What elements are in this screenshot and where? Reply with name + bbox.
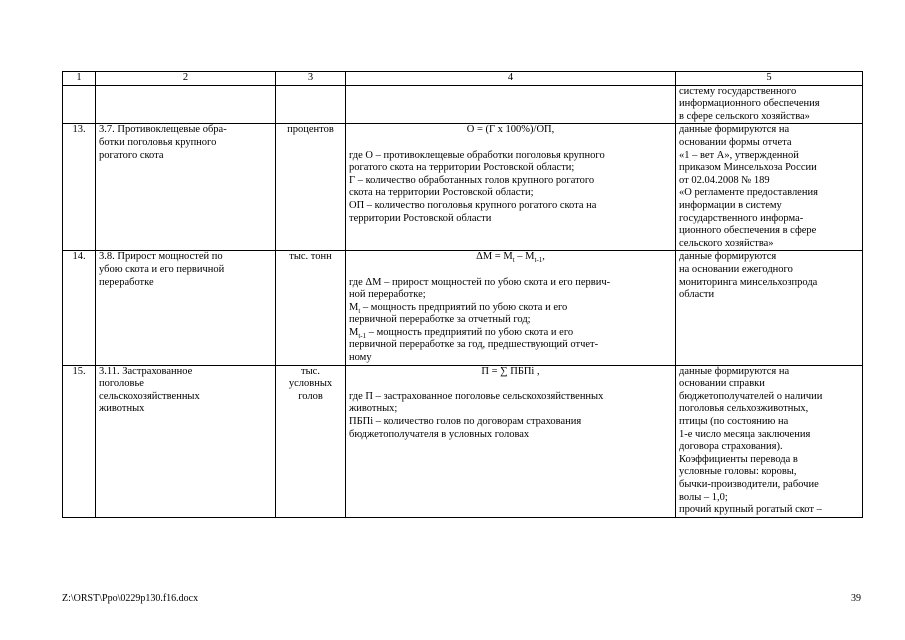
cell-line: территории Ростовской области: [349, 212, 492, 224]
cell-line: процентов: [287, 124, 334, 136]
cell-line: волы – 1,0;: [679, 491, 728, 503]
cell-line: Коэффициенты перевода в: [679, 453, 798, 465]
unit-of-measure: [276, 124, 346, 251]
cell-line: информационного обеспечения: [679, 98, 820, 110]
table-row: [63, 85, 863, 124]
cell-line: ПБПi – количество голов по договорам страхования: [349, 416, 582, 428]
cell-line: животных: [99, 403, 145, 415]
page-number: 39: [851, 593, 861, 604]
cell-line: условные головы: коровы,: [679, 466, 797, 478]
cell-line: данные формируются: [679, 251, 777, 263]
cell-line: ОП – количество поголовья крупного рогатого скота на: [349, 199, 597, 211]
spacer: [349, 264, 672, 277]
cell-line: рогатого скота: [99, 149, 164, 161]
formula: $\Delta М = М_t - М_{t-1}$,: [476, 251, 545, 265]
cell-line: «1 – вет А», утвержденной: [679, 149, 799, 161]
cell-line: бюджетополучателя в условных головах: [349, 428, 530, 440]
cell-line: данные формируются на: [679, 124, 790, 136]
row-number: 15.: [63, 365, 96, 517]
header-cell: 2: [96, 72, 276, 86]
indicators-table: [62, 71, 863, 518]
cell-line: поголовье: [99, 378, 144, 390]
header-cell: 1: [63, 72, 96, 86]
cell-line: убою скота и его первичной: [99, 263, 225, 275]
cell-line: ционного обеспечения в сфере: [679, 225, 817, 237]
header-cell: 3: [276, 72, 346, 86]
indicator-name: [96, 365, 276, 517]
cell-line: информации в систему: [679, 199, 782, 211]
data-source: [676, 251, 863, 365]
cell-line: скота на территории Ростовской области;: [349, 187, 534, 199]
cell-line: ботки поголовья крупного: [99, 136, 217, 148]
formula: О = (Г х 100%)/ОП,: [466, 124, 555, 136]
cell-line: животных;: [349, 403, 398, 415]
cell-line: Г – количество обработанных голов крупного рогатого: [349, 174, 595, 186]
unit-of-measure: [276, 365, 346, 517]
cell-line: условных: [288, 378, 333, 390]
formula: П = ∑ ПБПi ,: [481, 365, 540, 377]
cell-line: договора страхования).: [679, 441, 783, 453]
cell-line: «О регламенте предоставления: [679, 187, 818, 199]
unit-of-measure: [276, 251, 346, 365]
cell-line: тыс.: [301, 365, 320, 377]
cell-line: 1-е число месяца заключения: [679, 428, 811, 440]
cell-line: сельскохозяйственных: [99, 390, 200, 402]
indicator-name: [96, 124, 276, 251]
cell-line: поголовья сельхозживотных,: [679, 403, 809, 415]
cell-line: тыс. тонн: [289, 251, 332, 263]
spacer: [349, 137, 672, 150]
cell-line: ному: [349, 352, 372, 364]
cell-line: 3.7. Противоклещевые обра-: [99, 124, 227, 136]
cell-line: птицы (по состоянию на: [679, 416, 789, 428]
cell-line: первичной переработке за год, предшествующий отчет-: [349, 339, 599, 351]
data-source: [676, 124, 863, 251]
cell-line: области: [679, 289, 715, 301]
cell-line: прочий крупный рогатый скот –: [679, 504, 822, 516]
cell-line: приказом Минсельхоза России: [679, 162, 817, 174]
cell-line: 3.8. Прирост мощностей по: [99, 251, 223, 263]
data-source: [676, 365, 863, 517]
cell-line: 3.11. Застрахованное: [99, 365, 193, 377]
cell-line: $М_t$ – мощность предприятий по убою скота и его: [349, 301, 568, 315]
row-number: [63, 85, 96, 124]
cell-line: государственного информа-: [679, 212, 804, 224]
calculation-method: [346, 365, 676, 517]
cell-line: основании формы отчета: [679, 136, 792, 148]
indicator-name: [96, 251, 276, 365]
cell-line: ной переработке;: [349, 289, 426, 301]
unit-of-measure: [276, 85, 346, 124]
footer-file-path: Z:\ORST\Ppo\0229p130.f16.docx: [62, 593, 199, 604]
cell-line: переработке: [99, 276, 154, 288]
cell-line: бюджетополучателей о наличии: [679, 390, 823, 402]
header-cell: 5: [676, 72, 863, 86]
row-number: 13.: [63, 124, 96, 251]
cell-line: от 02.04.2008 № 189: [679, 174, 770, 186]
cell-line: мониторинга минсельхозпрода: [679, 276, 818, 288]
row-number: 14.: [63, 251, 96, 365]
data-source: [676, 85, 863, 124]
table-row: [63, 251, 863, 365]
cell-line: систему государственного: [679, 85, 797, 97]
calculation-method: [346, 251, 676, 365]
calculation-method: [346, 85, 676, 124]
table-row: [63, 124, 863, 251]
cell-line: где ΔМ – прирост мощностей по убою скота и его первич-: [349, 276, 611, 288]
header-cell: 4: [346, 72, 676, 86]
calculation-method: [346, 124, 676, 251]
indicator-name: [96, 85, 276, 124]
cell-line: основании справки: [679, 378, 765, 390]
cell-line: на основании ежегодного: [679, 263, 793, 275]
cell-line: данные формируются на: [679, 365, 790, 377]
cell-line: голов: [298, 390, 323, 402]
cell-line: где О – противоклещевые обработки поголовья крупного: [349, 149, 605, 161]
cell-line: первичной переработке за отчетный год;: [349, 314, 531, 326]
cell-line: сельского хозяйства»: [679, 237, 774, 249]
cell-line: $М_{t-1}$ – мощность предприятий по убою скота и его: [349, 326, 574, 340]
cell-line: бычки-производители, рабочие: [679, 479, 819, 490]
table-row: [63, 365, 863, 517]
cell-line: в сфере сельского хозяйства»: [679, 110, 810, 122]
header-row: [63, 72, 863, 86]
spacer: [349, 378, 672, 391]
cell-line: рогатого скота на территории Ростовской области;: [349, 162, 575, 174]
cell-line: где П – застрахованное поголовье сельскохозяйственных: [349, 390, 604, 402]
